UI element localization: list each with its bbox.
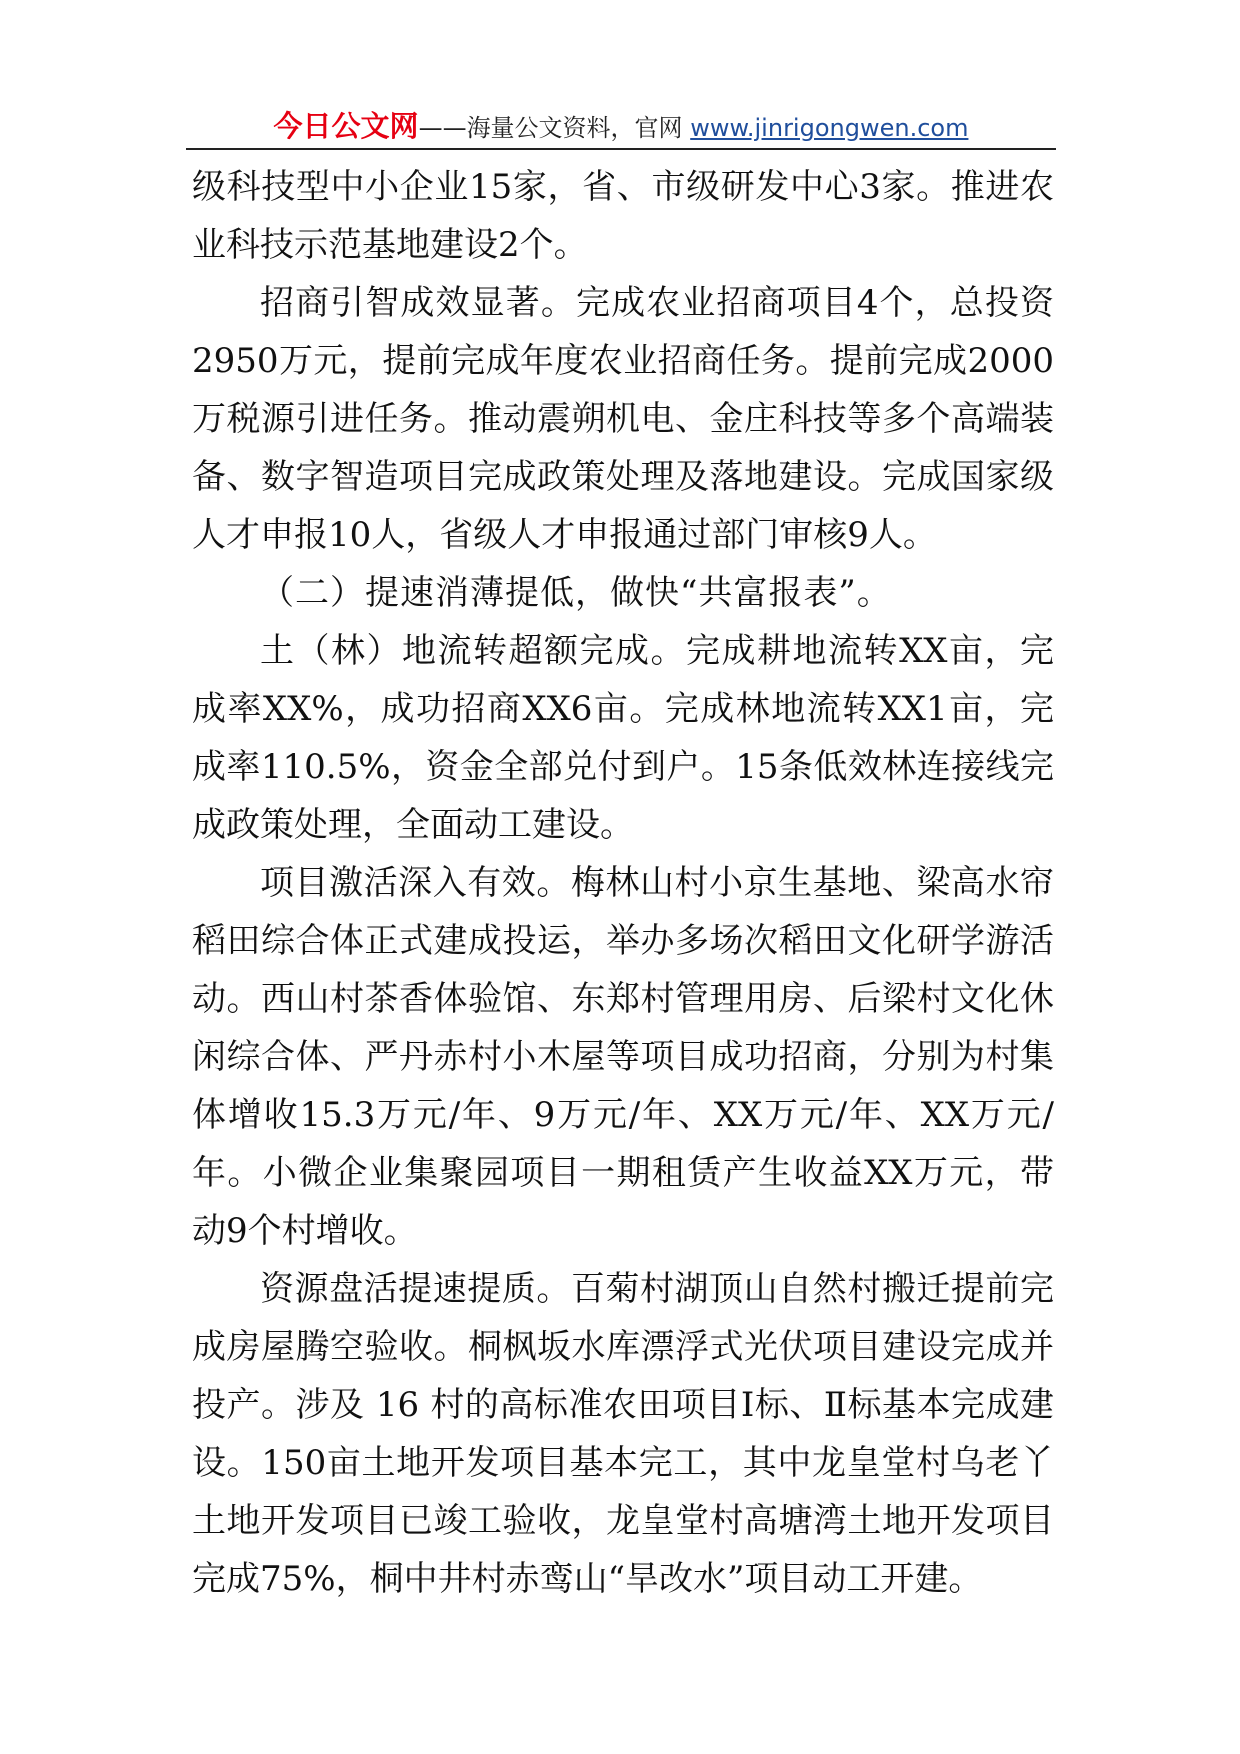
paragraph-project-activation: 项目激活深入有效。梅林山村小京生基地、梁高水帘稻田综合体正式建成投运，举办多场次稻田文化研学游活动。西山村茶香体验馆、东郑村管理用房、后梁村文化休闲综合体、严丹赤村小木屋等项目成功招商，分别为村集体增收15.3万元/年、9万元/年、XX万元/年、XX万元/年。小微企业集聚园项目一期租赁产生收益XX万元，带动9个村增收。 — [192, 863, 1054, 1251]
paragraph-resource-revitalization: 资源盘活提速提质。百菊村湖顶山自然村搬迁提前完成房屋腾空验收。桐枫坂水库漂浮式光伏项目建设完成并投产。涉及 16 村的高标准农田项目Ⅰ标、Ⅱ标基本完成建设。150亩土地开发项目基本完工，其中龙皇堂村乌老丫土地开发项目已竣工验收，龙皇堂村高塘湾土地开发项目完成75%，桐中井村赤鸾山“旱改水”项目动工开建。 — [192, 1269, 1054, 1599]
section-heading: （二）提速消薄提低，做快“共富报表”。 — [260, 573, 892, 613]
paragraph-land-transfer: 土（林）地流转超额完成。完成耕地流转XX亩，完成率XX%，成功招商XX6亩。完成林地流转XX1亩，完成率110.5%，资金全部兑付到户。15条低效林连接线完成政策处理，全面动工建设。 — [192, 631, 1054, 845]
site-brand: 今日公文网 — [273, 109, 419, 143]
site-url-link[interactable]: www.jinrigongwen.com — [690, 114, 969, 142]
document-header — [186, 104, 1056, 148]
document-body — [192, 158, 1054, 1608]
header-divider — [186, 148, 1056, 150]
paragraph-investment: 招商引智成效显著。完成农业招商项目4个，总投资2950万元，提前完成年度农业招商任务。提前完成2000万税源引进任务。推动震朔机电、金庄科技等多个高端装备、数字智造项目完成政策处理及落地建设。完成国家级人才申报10人，省级人才申报通过部门审核9人。 — [192, 283, 1054, 555]
paragraph-continuation: 级科技型中小企业15家，省、市级研发中心3家。推进农业科技示范基地建设2个。 — [192, 167, 1054, 265]
header-tagline: 海量公文资料，官网 — [466, 114, 691, 142]
header-dash: —— — [418, 114, 467, 142]
